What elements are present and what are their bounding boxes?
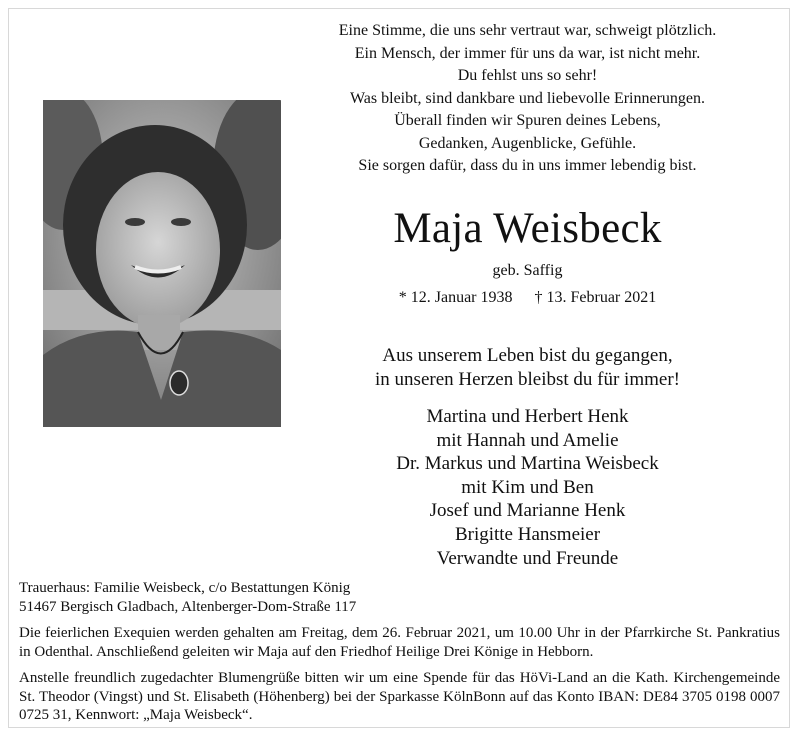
- birth-name: geb. Saffig: [492, 262, 563, 279]
- donation-info: Anstelle freundlich zugedachter Blumengrüße bitten wir um eine Spende für das HöVi-Land an die Kath. Kirchengemeinde St. Theodor (Vingst) und St. Elisabeth (Höhenberg) bei der Sparkasse KölnBonn auf das Konto IBAN: DE84 3705 0198 0007 0725 31, Kennwort: „Maja Weisbeck“.: [19, 670, 780, 723]
- death-date: † 13. Februar 2021: [534, 289, 657, 306]
- deceased-name: Maja Weisbeck: [393, 205, 662, 252]
- mourner-line: mit Kim und Ben: [461, 476, 594, 498]
- life-dates: [285, 287, 770, 309]
- mourner-line: Josef und Marianne Henk: [429, 500, 626, 522]
- memorial-poem: [285, 20, 770, 178]
- poem-line: Überall finden wir Spuren deines Lebens,: [394, 112, 661, 129]
- address-line: 51467 Bergisch Gladbach, Altenberger-Dom-Straße 117: [19, 598, 357, 615]
- poem-line: Eine Stimme, die uns sehr vertraut war, schweigt plötzlich.: [338, 22, 717, 39]
- mourner-line: Dr. Markus und Martina Weisbeck: [396, 453, 659, 475]
- funeral-info: Die feierlichen Exequien werden gehalten am Freitag, dem 26. Februar 2021, um 10.00 Uhr in der Pfarrkirche St. Pankratius in Odenthal. Anschließend geleiten wir Maja auf den Friedhof Heilige Drei Könige in Hebborn.: [19, 625, 780, 660]
- verse-line: Aus unserem Leben bist du gegangen,: [382, 345, 673, 366]
- mourner-line: mit Hannah und Amelie: [436, 429, 619, 451]
- poem-line: Was bleibt, sind dankbare und liebevolle Erinnerungen.: [349, 89, 706, 107]
- address-line: Trauerhaus: Familie Weisbeck, c/o Bestattungen König: [19, 580, 351, 596]
- mourning-house-address: [19, 579, 779, 616]
- poem-line: Ein Mensch, der immer für uns da war, ist nicht mehr.: [354, 44, 701, 62]
- mourner-line: Brigitte Hansmeier: [454, 523, 601, 545]
- mourners-list: [285, 405, 770, 570]
- memorial-verse: [285, 344, 770, 392]
- poem-line: Du fehlst uns so sehr!: [457, 67, 598, 84]
- verse-line: in unseren Herzen bleibst du für immer!: [375, 369, 680, 390]
- mourner-line: Martina und Herbert Henk: [426, 406, 629, 427]
- mourner-line: Verwandte und Freunde: [436, 547, 619, 569]
- portrait-image: [43, 100, 281, 427]
- poem-line: Gedanken, Augenblicke, Gefühle.: [418, 134, 637, 152]
- poem-line: Sie sorgen dafür, dass du in uns immer lebendig bist.: [358, 157, 697, 174]
- portrait-photo: [43, 100, 281, 427]
- birth-date: * 12. Januar 1938: [398, 289, 513, 306]
